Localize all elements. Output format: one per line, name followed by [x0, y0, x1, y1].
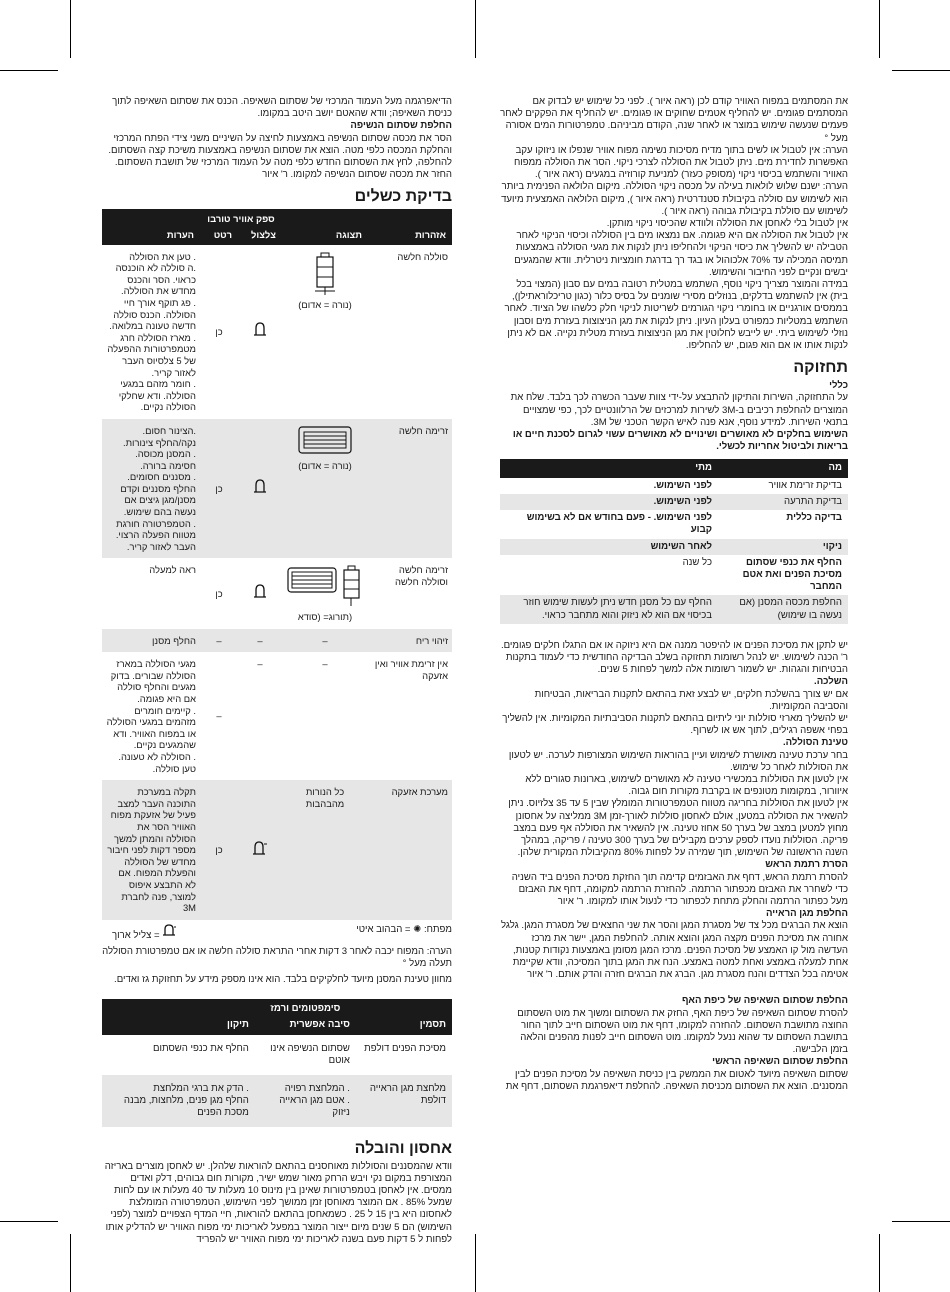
fault-warning: אין זרימת אוויר ואין אזעקה: [374, 658, 448, 681]
bell-long-icon: [252, 848, 268, 859]
maintenance-what: החלף את כנפי שסתום מסיכת הפנים ואת אטם המחבר: [742, 556, 842, 593]
fault-warning: סוללה חלשה: [397, 250, 448, 262]
intro-paragraph: הערה: ישנם שלוש לולאות בעילה על מכסה ניקוי הסוללה. מיקום הלולאה הפנימית ביותר הוא לשימוש עם סוללה בקיבולת סטנדרטית (ראה איור ), מיקום הלולאה האמצעית מיועד לשימוש עם סוללת בקיבולת גבוהה (ראה איור ).: [501, 181, 848, 217]
crop-mark: [0, 1221, 58, 1222]
trouble-header-group: סימפטומים ורמז: [255, 999, 356, 1015]
fault-display: [282, 780, 368, 920]
fault-display-caption: (נורה = אדום): [298, 459, 352, 471]
maintenance-table: [500, 459, 848, 623]
battery-icon: [286, 251, 364, 300]
maintenance-row: [500, 595, 848, 623]
troubleshoot-table: [102, 999, 452, 1127]
fault-table: [102, 209, 452, 919]
crop-mark: [892, 70, 950, 71]
trouble-header-fix: תיקון: [102, 999, 255, 1035]
crop-mark: [70, 1234, 71, 1292]
fault-vibration: כן: [200, 780, 238, 920]
fault-beep-text: –: [257, 634, 263, 646]
body-paragraph: אין לטעון את הסוללות במכשירי טעינה לא מאושרים לשימוש, בארונות סגורים ללא איוורור, במקומות מטונפים או בקרבת מקורות חום גבוה.: [525, 773, 848, 798]
maintenance-what: בדיקת התרעה: [718, 494, 848, 510]
maintenance-row: [500, 494, 848, 510]
fault-warning: זרימה חלשה: [368, 419, 452, 559]
bell-beep-icon: [253, 329, 267, 340]
crop-mark: [892, 1221, 950, 1222]
intro-paragraph: במידה והמוצר מצריך ניקוי נוסף, השתמש במטלית רטובה במים עם סבון (המצוי בכל בית) אין להשתמש בדלקים, בנוזלים מסירי שומנים על בסיס כלור (כגון טריכלוראתילן), בממסים אורגניים או בחומרי ניקוי הגורמים לשריטות לניקוי חלק כלשהו של הציוד. לאחר השתמש במטליות כמפורט בעלון העיון. ניתן לנקות את מגן הניצוצות בעזרת מים וסבון נוזלי לשימוש ביתי. יש לייבש לחלוטין את מגן הניצוצות בעזרת מטלית נקייה. אם לא ניתן לנקות אותו או אם הוא פגום, יש להחליפו.: [504, 279, 848, 352]
fault-notes: [102, 245, 200, 419]
fault-note-item: . הסוללה לא טעונה. טען סוללה.: [118, 750, 196, 774]
fault-header-warnings: אזהרות: [368, 209, 452, 244]
maintenance-when: לפני השימוש. - פעם בחודש אם לא בשימוש קבוע: [526, 512, 712, 536]
fault-notes: [102, 629, 200, 653]
bell-long-icon: [162, 924, 176, 938]
body-paragraph: יש לתקן את מסיכת הפנים או להיפטר ממנה אם היא ניזוקה או אם התגלו חלקים פגומים. ר' הכנה לשימוש. יש לנהל רשומות תחזוקה בשלב הבדיקה החודשית כדי לעמוד בתקנות הבטיחות והגהות. יש לשמור רשומות אלה למשך לפחות 5 שנים.: [500, 639, 848, 676]
fault-note-item: . הטמפרטורה חורגת מטווח הפעלה הרצוי. העבר לאזור קריר.: [115, 517, 196, 552]
fault-note: הערה: המפוח יכבה לאחר 3 דקות אחרי התראת סוללה חלשה או אם טמפרטורת הסוללה תעלה מעל °: [102, 945, 452, 970]
fault-header-display: תצוגה: [282, 209, 368, 244]
fault-note-item: . המסנן מכוסה. חסימה ברורה.: [135, 448, 196, 471]
general-text: על התחזוקה, השירות והתיקון להתבצע על-ידי צוות שעבר הכשרה לכך בלבד. שלח את המוצרים להחלפת רכיבים ב-3M לשירות למרכזים של הרלוונטיים לכך, כפי שמצויים בתנאי השירות. למידע נוסף, אנא פנה לאיש הקשר הטכני של 3M.: [510, 392, 848, 428]
fault-row: [102, 419, 452, 559]
fault-display: [282, 629, 368, 653]
trouble-row: [102, 1035, 452, 1075]
intro-paragraph: את המסתמים במפוח האוויר קודם לכן (ראה איור ). לפני כל שימוש יש לבדוק אם המסתמים פגומים. יש להחליף אטמים שחוקים או פגומים. יש להחליף את הפקקים לאחר פעמים שנעשה שימוש במוצר או לאחר שנה, הקודם מביניהם. טמפרטורות המים אסורה מעל °: [500, 96, 848, 144]
fault-row: [102, 629, 452, 653]
maintenance-what: החלפת מכסה המסנן (אם נעשה בו שימוש): [718, 595, 848, 623]
maintenance-row: [500, 539, 848, 555]
fault-notes: [102, 558, 200, 628]
fault-note-item: ראה למעלה: [149, 564, 196, 576]
crop-mark: [879, 0, 880, 58]
general-heading: כללי: [829, 380, 848, 392]
fault-display: [282, 652, 368, 780]
fault-header-vibration: רטט: [200, 225, 238, 245]
trouble-fix: . הדק את ברגי המלחצת החלף מגן פנים, מלחצות, מבנה מסכת הפנים: [102, 1075, 255, 1127]
fault-header-notes: הערות: [102, 209, 200, 244]
crop-mark: [70, 0, 71, 58]
fault-warning: מערכת אזעקה: [368, 780, 452, 920]
body-paragraph: הסר את מכסה שסתום הנשיפה באמצעות לחיצה על השיניים משני צידי הפתח המרכזי והחלקת המכסה כלפי מטה. הוצא את שסתום הנשיפה באמצעות משיכת קצה השסתום. להחלפה, לחץ את השסתום החדש כלפי מטה על העמוד המרכזי של תושבת השסתום. החזר את מכסה שסתום הנשיפה למקומו. ר' איור: [108, 132, 452, 181]
blink-icon: ✺: [413, 923, 422, 935]
crop-mark: [475, 1234, 476, 1292]
maintenance-row: [500, 555, 848, 596]
exhalation-section: [500, 995, 848, 1093]
trouble-row: [102, 1075, 452, 1127]
fault-note-item: החלף מסנן: [151, 634, 196, 646]
fault-vibration: כן: [215, 587, 223, 599]
maintenance-when: לפני השימוש.: [500, 494, 718, 510]
maintenance-what: בדיקה כללית: [786, 512, 842, 524]
trouble-header-cause: סיבה אפשרית: [255, 1015, 356, 1035]
maintenance-when: החלף עם כל מסנן חדש ניתן לעשות שימוש חוזר בכיסוי אם הוא לא ניזוק והוא מתחבר כראוי.: [500, 595, 718, 623]
filter-icon: [286, 425, 364, 460]
body-paragraph: יש להשליך מארזי סוללות יוני ליתיום בהתאם לתקנות הסביבתיות המקומיות. אין להשליך בפחי אשפה רגילים, לתוך אש או לשרוף.: [502, 712, 848, 737]
fault-row: [102, 652, 452, 780]
fault-display-caption: –: [322, 658, 328, 670]
fault-beep: [238, 652, 282, 780]
fault-note-item: . טען את הסוללה: [129, 250, 196, 262]
section-subheading: טעינת הסוללה.: [782, 737, 848, 749]
fault-display: [282, 419, 368, 559]
maintenance-row: [500, 478, 848, 494]
filter-battery-icon: [286, 564, 364, 611]
fault-note-item: תקלה במערכת התוכנה העבר למצב פעיל של אזעקת מפוח האוויר הסר את הסוללה והמתן למשך מספר דקות לפני חיבור מחדש של הסוללה והפעלת המפוח. אם לא התבצע איפוס למוצר, פנה לחברת 3M: [107, 786, 196, 914]
left-column: [102, 96, 452, 1246]
fault-note-item: . קיימים חומרים מזהמים במגעי הסוללה או במפוח האוויר. ודא שהמגעים נקיים.: [106, 704, 196, 751]
body-paragraph: להסרת רתמת הראש, דחף את האבזמים קדימה תוך החזקת מסיכת הפנים ביד השניה כדי לשחרר את האבזם מכפתור הרתמה. להחזרת הרתמה למקומה, דחף את האבזם מעל כפתור הרתמה והחלק מתחת לכפתור כדי לנעול אותו למקומו. ר' איור: [511, 871, 848, 907]
fault-note-item: . מסננים חסומים. החלף מסננים וקדם מסנן/מגן גיצים אם נעשה בהם שימוש.: [120, 471, 196, 518]
fault-warning: זרימה חלשה וסוללה חלשה: [394, 564, 448, 588]
fault-warning: זיהוי ריח: [368, 629, 452, 653]
trouble-cause: שסתום הנשיפה אינו אוטם: [270, 1042, 350, 1066]
storage-text: וודא שהמסננים והסוללות מאוחסנים בהתאם להוראות שלהלן. יש לאחסן מוצרים באריזה המצורפת במקום נקי ויבש הרחק מאור שמש ישיר, מקורות חום גבוהים, דלק ואדים ממסים. אין לאחסן בטמפרטורות שאינן בין מינוס 10 מעלות עד 40 מעלות או עם לחות שמעל 85% . אם המוצר מאוחסן זמן ממושך לפני השימוש, הטמפרטורה המומלצת לאחסונו היא בין 15 ל 25 . כשמאחסן בהתאם להוראות, חיי המדף הצפויים למוצר (לפני השימוש) הם 5 שנים מיום ייצור המוצר במפעל לאריכות ימי מפוח האוויר יש להדליק אותו לפחות ל 5 דקות פעם בשנה לאריכות ימי מפוח האוויר יש להפריד: [104, 1160, 452, 1245]
trouble-fix: החלף את כנפי השסתום: [152, 1042, 249, 1054]
body-paragraph: להסרת שסתום השאיפה של כיפת האף, החזק את השסתום ומשוך את מוט השסתום החוצה מתושבת השסתום. להחזרה למקומו, דחף את מוט השסתום חייב לתוך החור בתושבת השסתום עד שהוא ננעל למקומו. מוט השסתום חייב לפנות מהפנים והלאה בזמן הלבישה.: [517, 1007, 848, 1056]
filter-note: מחוון טעינת המסנן מיועד לחלקיקים בלבד. הוא אינו מספק מידע על תחזוקת גז ואדים.: [114, 974, 452, 986]
maintenance-header-what: מה: [718, 459, 848, 477]
intro-paragraph: אין לטבול את הסוללה אם היא פגומה. אם נמצאו מים בין הסוללה וכיסוי הניקוי לאחר הטבילה יש להשליך את כיסוי הניקוי ולהחליפו ניתן לנקות את מגעי הסוללה באמצעות תמיסה המכילה עד 70% אלכוהול או בגד רך בדרגת חומציות ניטרלית. וודא שהמגעים יבשים ונקיים לפני החיבור והשימוש.: [514, 230, 848, 278]
maintenance-heading: תחזוקה: [793, 359, 848, 377]
fault-legend: [102, 924, 452, 942]
fault-display-caption: (נורה = אדום): [298, 299, 352, 311]
fault-beep-text: –: [257, 658, 263, 670]
body-paragraph: אין לטעון את הסוללות בחריגה מטווח הטמפרטורות המומלץ שבין 5 עד 35 צלזיוס. ניתן להשאיר את הסוללה במטען, אולם לאחסון סוללות לאורך-זמן 3M ממליצה על אחסונן מחוץ למטען במצב של בערך 50 אחוז טעינה. אין להשאיר את הסוללה אף פעם במצב פריקה. הסוללות נועדו לספק ערכים מקבילים של בערך 300 טעינה / פריקה, במהלך השנה הראשונה של השימוש, תוך שמירה על לפחות 80% מהקיבולת המקורית שלהן.: [508, 798, 848, 859]
section-subheading: החלפת מגן הראייה: [765, 908, 848, 920]
trouble-header-symptom: תסמין: [356, 999, 452, 1035]
fault-vibration: –: [216, 710, 222, 722]
fault-beep: [238, 780, 282, 920]
intro-section: [500, 96, 848, 352]
fault-note-item: .ה סוללה לא הוכנסה כראוי. הסר והכנס מחדש את הסוללה.: [115, 262, 196, 297]
intro-paragraph: אין לטבול בלי לאחסן את הסוללה ולוודא שהכיסוי ניקוי מותקן.: [606, 218, 848, 230]
fault-display-caption: –: [322, 634, 328, 646]
body-paragraph: בחר ערכת טעינה מאושרת לשימוש ועיין בהוראות השימוש המצורפות לערכה. יש לטעון את הסוללות לאחר כל שימוש.: [508, 749, 848, 773]
trouble-cause: . המלחצת רפויה . אטם מגן הראייה ניזוק: [255, 1075, 356, 1127]
body-paragraph: הוצא את הברגים מכל צד של מסגרת המגן והסר את שני החצאים של מסגרת המגן. גלגל אחורה את מסיכת הפנים מקצה המגן והוצא אותה. להחלפת המגן, יישר את מרכז העדשה מול קו האמצע של מסיכת הפנים. מרכז המגן מסומן באמצעות נקודות קטנות, אחת למעלה באמצע ואחת למטה באמצע. הנח את המגן בתוך המסיכה, וודא שקיימת אטימה בכל הצדדים והנח מסגרת מגן. הברג את הברגים חזרה והדק אותם. ר' איור: [501, 920, 848, 981]
maintenance-when: לאחר השימוש: [500, 539, 718, 555]
fault-heading: בדיקת כשלים: [354, 188, 452, 206]
trouble-symptom: מלחצת מגן הראייה דולפת: [356, 1075, 452, 1127]
fault-beep: [238, 419, 282, 559]
parts-section: [500, 640, 848, 982]
intro-paragraph: הערה: אין לטבול או לשים בתוך מדיח מסיכות נשימה מפוח אוויר שנפלו או ניזוקו עקב האפשרות לחדירת מים. ניתן לטבול את הסוללה לצרכי ניקוי. הסר את הסוללה ממפוח האוויר והשתמש בכיסוי ניקוי (מסופק כעזר) למניעת קורוזיה במגעים (ראה איור ).: [513, 144, 848, 181]
maintenance-when: כל שנה: [682, 556, 712, 568]
fault-row: [102, 780, 452, 920]
fault-notes: [102, 652, 200, 780]
fault-display-caption: כל הנורות מהבהבות: [305, 786, 345, 809]
crop-mark: [475, 0, 476, 58]
maintenance-what: בדיקת זרימת אוויר: [768, 479, 842, 491]
section-subheading: החלפת שסתום השאיפה הראשי: [712, 1056, 848, 1068]
fault-note-item: .הצינור חסום. נקה/החלף צינורות.: [122, 424, 196, 448]
fault-vibration: –: [200, 629, 238, 653]
fault-beep: [238, 629, 282, 653]
fault-note-item: . חומר מזהם במגעי הסוללה. ודא שחלקי הסוללה נקיים.: [118, 378, 196, 413]
maintenance-when: לפני השימוש.: [653, 479, 712, 491]
fault-beep: [238, 558, 282, 628]
fault-note-item: מגעי הסוללה במארז הסוללה שבורים. בדוק מגעים והחלף סוללה אם היא פגומה.: [110, 658, 196, 705]
body-paragraph: הדיאפרגמה מעל העמוד המרכזי של שסתום השאיפה. הכנס את שסתום השאיפה לתוך כניסת השאיפה; וודא שהאטם יושב היטב במקומו.: [112, 96, 452, 120]
bell-beep-icon: [253, 486, 267, 497]
fault-header-group: ספק אוויר טורבו: [200, 209, 282, 225]
storage-heading: אחסון והובלה: [354, 1139, 452, 1157]
legend-blink: מפתח: ✺ = הבהוב איטי: [356, 923, 452, 935]
fault-display: [282, 245, 368, 419]
legend-long: = צליל ארוך: [112, 924, 176, 942]
fault-note-item: . פג תוקף אורך חיי הסוללה. הכנס סוללה חדשה טעונה במלואה.: [109, 296, 196, 332]
fault-notes: [102, 780, 200, 920]
right-column: [500, 96, 848, 1093]
fault-vibration: כן: [215, 325, 223, 337]
section-subheading: החלפת שסתום הנשיפה: [350, 120, 452, 132]
fault-row: [102, 245, 452, 419]
maintenance-what: ניקוי: [718, 539, 848, 555]
fault-display-caption: (תורוג= (סודא: [297, 611, 353, 623]
body-paragraph: שסתום השאיפה מיועד לאטום את הממשק בין כניסת השאיפה על מסיכת הפנים לבין המסננים. הוצא את השסתום מכניסת השאיפה. להחלפת דיאפרגמת השסתום, דחף את: [505, 1068, 848, 1092]
fault-row: [102, 558, 452, 628]
inhalation-valve-section: [102, 96, 452, 181]
fault-header-beep: צלצול: [238, 225, 282, 245]
body-paragraph: אם יש צורך בהשלכת חלקים, יש לבצע זאת בהתאם לתקנות הבריאות, הבטיחות והסביבה המקומיות.: [534, 688, 848, 712]
crop-mark: [879, 1234, 880, 1292]
crop-mark: [0, 70, 58, 71]
fault-display: [282, 558, 368, 628]
bell-beep-icon: [253, 591, 267, 602]
trouble-symptom: מסיכת הפנים דולפת: [364, 1042, 446, 1054]
fault-note-item: . מארז הסוללה חרג מטמפרטורות ההפעלה של 5 צלסיוס העבר לאזור קריר.: [107, 331, 196, 378]
maintenance-header-when: מתי: [500, 459, 718, 477]
fault-vibration: כן: [200, 419, 238, 559]
section-subheading: השלכה.: [814, 676, 848, 688]
fault-notes: [102, 419, 200, 559]
section-subheading: הסרת רתמת הראש: [765, 859, 848, 871]
maintenance-row: [500, 510, 848, 538]
section-subheading: החלפת שסתום השאיפה של כיפת האף: [681, 995, 848, 1007]
warning-text: השימוש בחלקים לא מאושרים ושינויים לא מאושרים עשוי לגרום לסכנת חיים או בריאות ולביטול אחריות לכשלי.: [512, 429, 848, 453]
fault-beep: [238, 245, 282, 419]
